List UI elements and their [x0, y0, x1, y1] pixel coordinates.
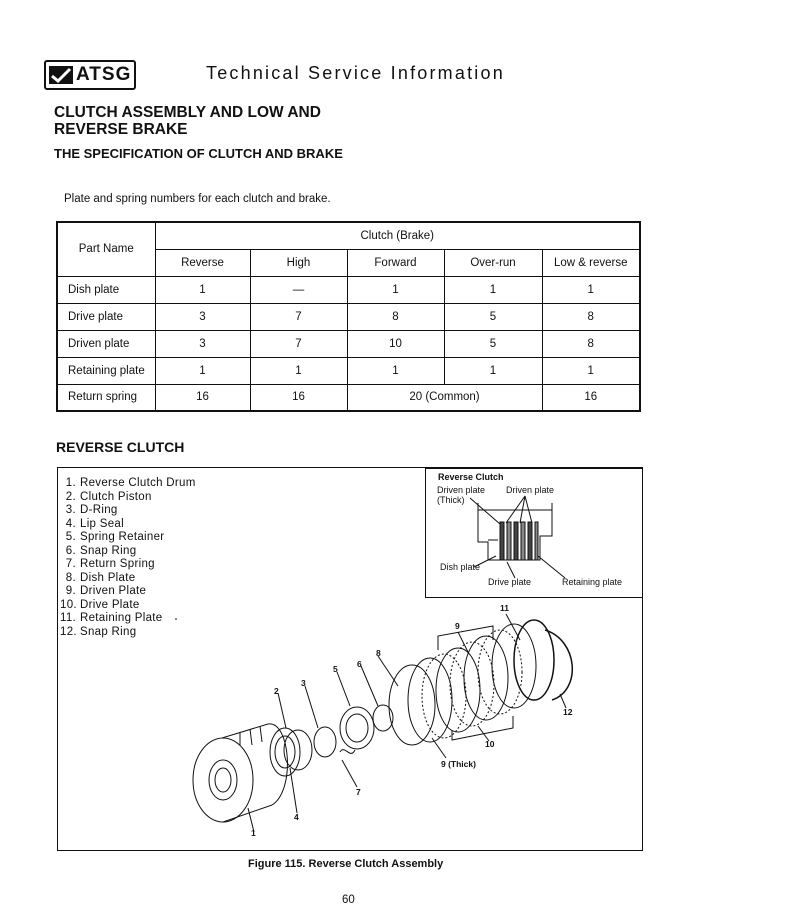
- table-cell: 1: [347, 357, 444, 384]
- list-item: 12. Snap Ring: [60, 625, 137, 638]
- table-cell: 1: [250, 357, 347, 384]
- parts-list: [60, 477, 196, 639]
- callout-4: 4: [294, 812, 299, 822]
- clutch-brake-header: Clutch (Brake): [155, 222, 640, 249]
- inset-title: Reverse Clutch: [438, 472, 504, 482]
- callout-11: 11: [500, 603, 509, 613]
- column-header: Forward: [347, 249, 444, 276]
- table-cell: 1: [444, 357, 542, 384]
- row-label: Drive plate: [57, 303, 155, 330]
- column-header: Low & reverse: [542, 249, 640, 276]
- figure-caption: Figure 115. Reverse Clutch Assembly: [248, 858, 444, 870]
- table-cell: 5: [444, 330, 542, 357]
- callout-8: 8: [376, 648, 381, 658]
- page-number: 60: [342, 894, 355, 906]
- callout-3: 3: [301, 678, 306, 688]
- checkmark-icon: [49, 66, 73, 84]
- callout-2: 2: [274, 686, 279, 696]
- list-item: 7. Return Spring: [65, 558, 155, 570]
- callout-6: 6: [357, 659, 362, 669]
- logo-text: ATSG: [76, 64, 132, 85]
- table-cell: 8: [347, 303, 444, 330]
- column-header: Reverse: [155, 249, 250, 276]
- table-cell: 1: [542, 276, 640, 303]
- list-item: 1. Reverse Clutch Drum: [65, 477, 196, 489]
- callout-12: 12: [563, 707, 573, 717]
- table-row: [57, 384, 640, 411]
- atsg-logo: [44, 60, 136, 90]
- table-cell: 5: [444, 303, 542, 330]
- column-header: Over-run: [444, 249, 542, 276]
- table-cell: 16: [250, 384, 347, 411]
- table-row: [57, 276, 640, 303]
- table-cell: 20 (Common): [347, 384, 542, 411]
- table-cell: 8: [542, 330, 640, 357]
- table-row: [57, 357, 640, 384]
- inset-label-driven-thick: Driven plate (Thick): [437, 485, 486, 505]
- section-subtitle: THE SPECIFICATION OF CLUTCH AND BRAKE: [54, 146, 343, 161]
- table-cell: 1: [347, 276, 444, 303]
- table-cell: 1: [542, 357, 640, 384]
- inset-label-dish: Dish plate: [440, 562, 481, 572]
- table-cell: 16: [155, 384, 250, 411]
- table-cell: —: [250, 276, 347, 303]
- table-cell: 8: [542, 303, 640, 330]
- spec-table: [56, 221, 641, 412]
- row-label: Dish plate: [57, 276, 155, 303]
- inset-label-retaining: Retaining plate: [562, 577, 623, 587]
- column-header: High: [250, 249, 347, 276]
- list-item: 5. Spring Retainer: [65, 531, 165, 543]
- table-cell: 3: [155, 303, 250, 330]
- callout-10: 10: [485, 739, 495, 749]
- table-cell: 1: [155, 357, 250, 384]
- reverse-clutch-title: REVERSE CLUTCH: [56, 439, 185, 455]
- list-item: 2. Clutch Piston: [65, 490, 152, 503]
- inset-label-driven: Driven plate: [506, 485, 555, 495]
- list-item: 11. Retaining Plate: [60, 612, 163, 624]
- row-label: Retaining plate: [57, 357, 155, 384]
- section-title: CLUTCH ASSEMBLY AND LOW AND REVERSE BRAKE: [54, 104, 321, 138]
- callout-9: 9: [455, 621, 460, 631]
- table-cell: 1: [444, 276, 542, 303]
- callout-7: 7: [356, 787, 361, 797]
- table-cell: 16: [542, 384, 640, 411]
- row-label: Return spring: [57, 384, 155, 411]
- inset-label-drive: Drive plate: [488, 577, 532, 587]
- list-item: 9. Driven Plate: [65, 585, 147, 597]
- table-cell: 7: [250, 330, 347, 357]
- callout-9-thick: 9 (Thick): [441, 759, 476, 769]
- list-item: 8. Dish Plate: [65, 571, 136, 584]
- callout-5: 5: [333, 664, 338, 674]
- table-cell: 1: [155, 276, 250, 303]
- table-cell: 10: [347, 330, 444, 357]
- intro-text: Plate and spring numbers for each clutch and brake.: [64, 193, 331, 205]
- callout-1: 1: [251, 828, 256, 838]
- list-item: 3. D-Ring: [65, 504, 118, 516]
- page-header-title: Technical Service Information: [206, 63, 505, 83]
- list-item: 10. Drive Plate: [60, 598, 140, 611]
- row-label: Driven plate: [57, 330, 155, 357]
- list-item: 6. Snap Ring: [65, 544, 137, 557]
- table-row: [57, 330, 640, 357]
- table-row: [57, 303, 640, 330]
- table-cell: 7: [250, 303, 347, 330]
- part-name-header: Part Name: [57, 222, 155, 276]
- table-cell: 3: [155, 330, 250, 357]
- list-item: 4. Lip Seal: [65, 517, 124, 530]
